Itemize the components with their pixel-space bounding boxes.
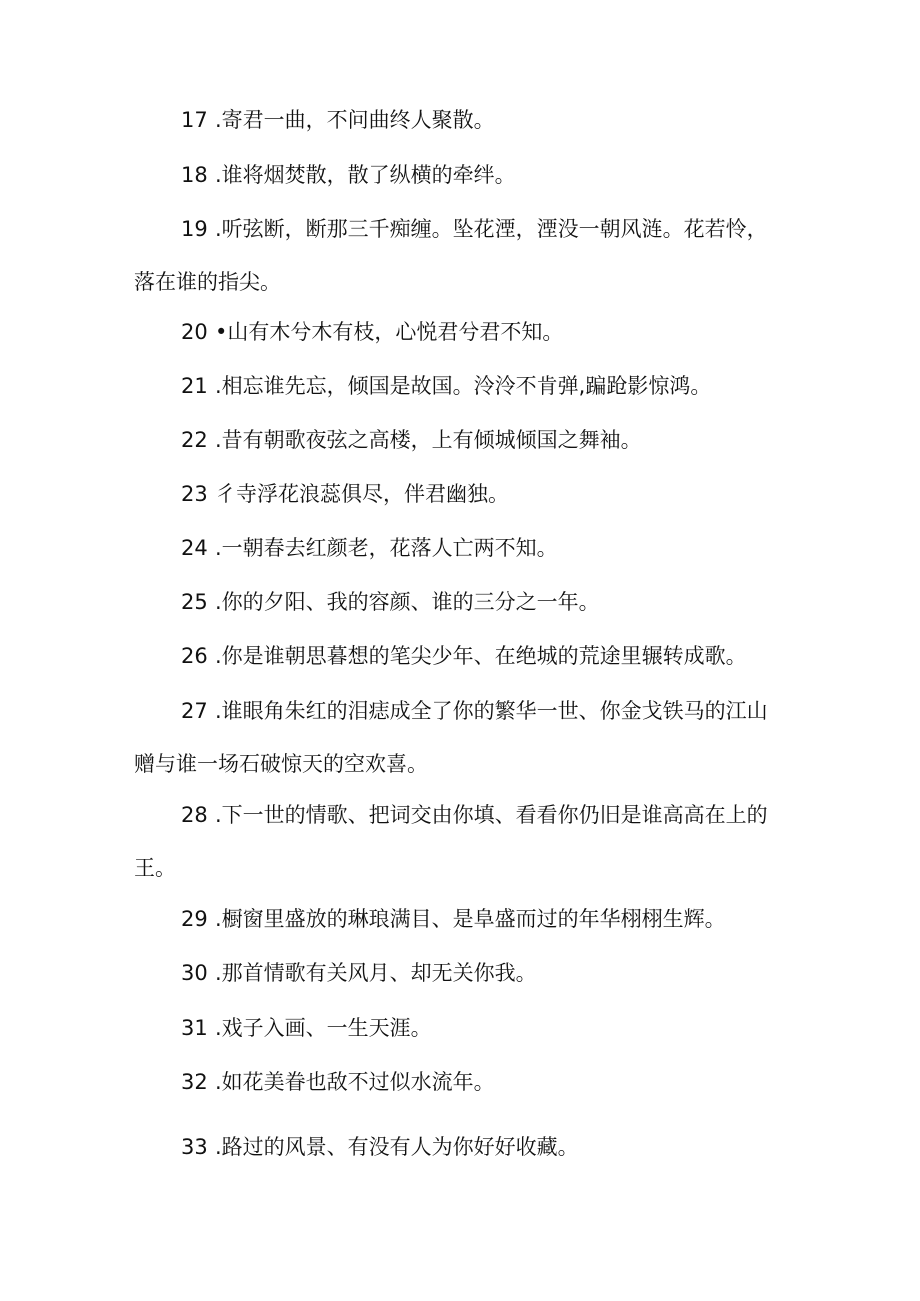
item-text: .昔有朝歌夜弦之高楼，上有倾城倾国之舞袖。 (215, 428, 642, 452)
item-number: 32 (181, 1070, 208, 1094)
item-number: 27 (181, 699, 208, 723)
item-text: .那首情歌有关风月、却无关你我。 (215, 961, 537, 985)
item-number: 23 (181, 482, 208, 506)
item-text: 彳寺浮花浪蕊俱尽，伴君幽独。 (215, 482, 509, 506)
item-text: .下一世的情歌、把词交由你填、看看你仍旧是谁高高在上的 (215, 803, 768, 827)
item-number: 30 (181, 961, 208, 985)
item-text: .你的夕阳、我的容颜、谁的三分之一年。 (215, 590, 600, 614)
item-number: 19 (181, 217, 208, 241)
item-number: 17 (181, 108, 208, 132)
item-text-continuation: 王。 (134, 856, 176, 880)
item-number: 31 (181, 1016, 208, 1040)
item-number: 21 (181, 374, 208, 398)
item-number: 22 (181, 428, 208, 452)
item-number: 18 (181, 163, 208, 187)
item-text: .橱窗里盛放的琳琅满目、是阜盛而过的年华栩栩生辉。 (215, 907, 726, 931)
item-text: .一朝春去红颜老，花落人亡两不知。 (215, 536, 558, 560)
item-text: .你是谁朝思暮想的笔尖少年、在绝城的荒途里辗转成歌。 (215, 644, 747, 668)
item-text: .戏子入画、一生天涯。 (215, 1016, 432, 1040)
item-text: •山有木兮木有枝，心悦君兮君不知。 (215, 320, 564, 344)
item-text-continuation: 落在谁的指尖。 (134, 270, 281, 294)
item-text: .如花美眷也敌不过似水流年。 (215, 1070, 495, 1094)
item-text: .谁将烟焚散，散了纵横的牵绊。 (215, 163, 516, 187)
item-text: .谁眼角朱红的泪痣成全了你的繁华一世、你金戈铁马的江山 (215, 699, 768, 723)
item-text: .相忘谁先忘，倾国是故国。泠泠不肯弹,蹁跄影惊鸿。 (215, 374, 712, 398)
item-text: .听弦断，断那三千痴缠。坠花湮，湮没一朝风涟。花若怜， (215, 217, 768, 241)
item-text-continuation: 赠与谁一场石破惊天的空欢喜。 (134, 752, 428, 776)
item-text: .寄君一曲，不问曲终人聚散。 (215, 108, 495, 132)
item-number: 25 (181, 590, 208, 614)
item-number: 28 (181, 803, 208, 827)
item-number: 29 (181, 907, 208, 931)
item-number: 24 (181, 536, 208, 560)
item-number: 20 (181, 320, 208, 344)
item-number: 26 (181, 644, 208, 668)
item-text: .路过的风景、有没有人为你好好收藏。 (215, 1135, 579, 1159)
item-number: 33 (181, 1135, 208, 1159)
